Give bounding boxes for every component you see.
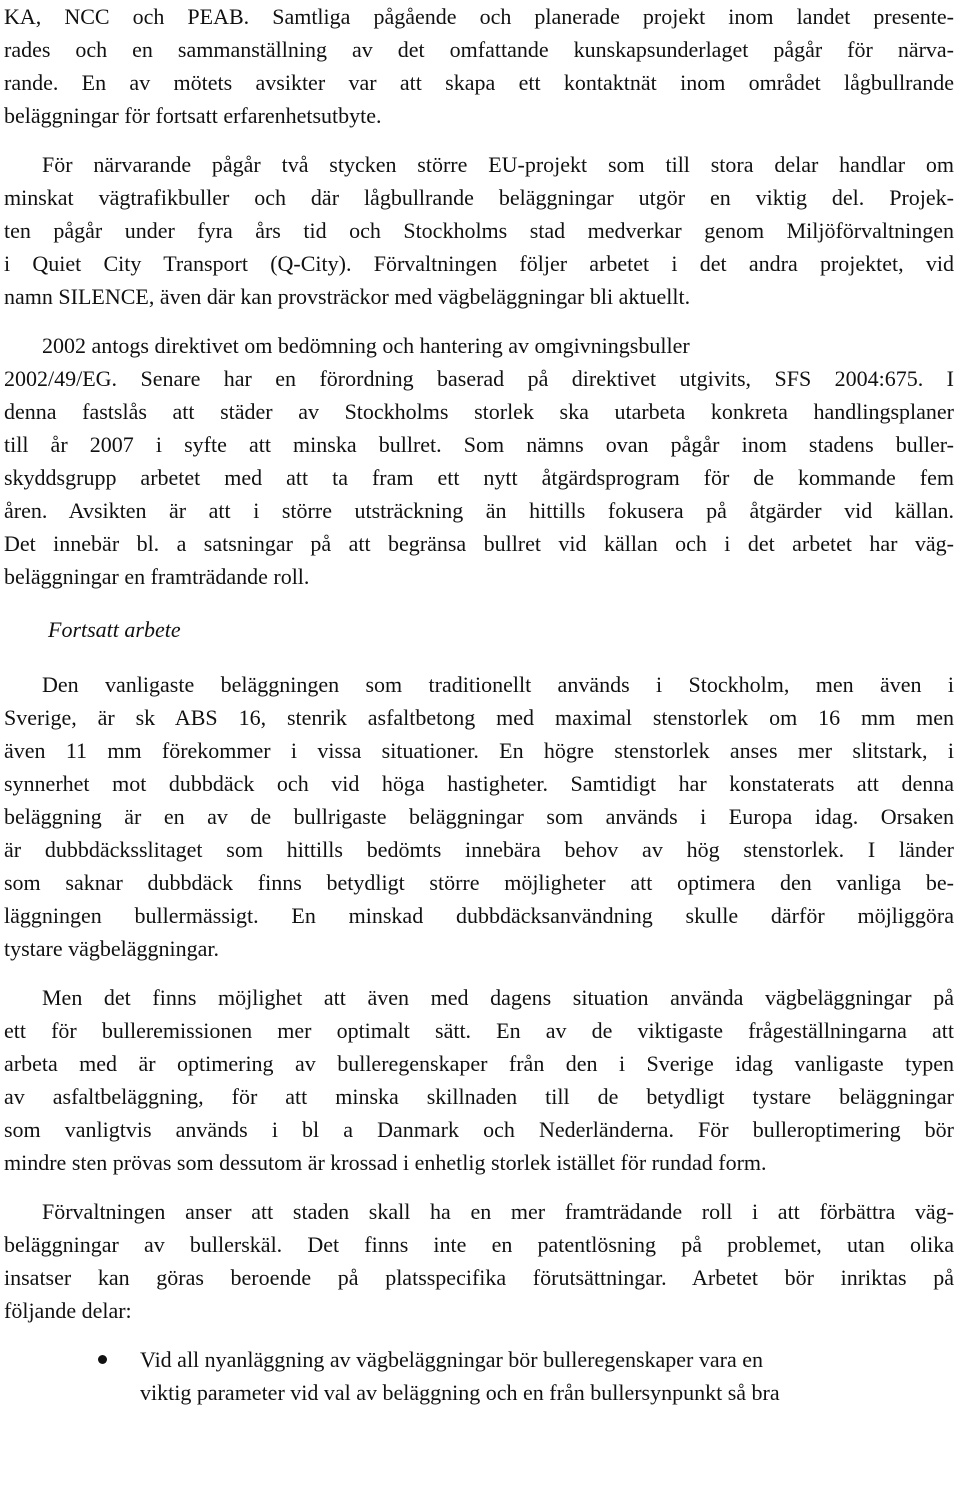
text-line: Förvaltningen anser att staden skall ha en mer framträdande roll i att förbättra väg- (42, 1199, 954, 1224)
text-line: Men det finns möjlighet att även med dagens situation använda vägbeläggningar på (42, 985, 954, 1010)
document-page (4, 0, 954, 1409)
paragraph-eu-projects (4, 148, 954, 313)
section-heading: Fortsatt arbete (48, 617, 181, 642)
text-line: i Quiet City Transport (Q-City). Förvaltningen följer arbetet i det andra projektet, vid (4, 251, 954, 276)
text-line: är dubbdäcksslitaget som hittills bedömts innebära behov av hög stenstorlek. I länder (4, 837, 954, 862)
text-line: läggningen bullermässigt. En minskad dubbdäcksanvändning skulle därför möjliggöra (4, 903, 954, 928)
text-line: som saknar dubbdäck finns betydligt större möjligheter att optimera den vanliga be- (4, 870, 954, 895)
text-line: 2002/49/EG. Senare har en förordning baserad på direktivet utgivits, SFS 2004:675. I (4, 366, 954, 391)
text-line: av asfaltbeläggning, för att minska skillnaden till de betydligt tystare beläggningar (4, 1084, 954, 1109)
text-line: minskat vägtrafikbuller och där lågbullrande beläggningar utgör en viktig del. Projek- (4, 185, 954, 210)
text-line: namn SILENCE, även där kan provsträckor med vägbeläggningar bli aktuellt. (4, 284, 691, 309)
text-line: även 11 mm förekommer i vissa situationer. En högre stenstorlek anses mer slitstark, i (4, 738, 954, 763)
text-line: tystare vägbeläggningar. (4, 936, 220, 961)
text-line: arbeta med är optimering av bulleregenskaper från den i Sverige idag vanligaste typen (4, 1051, 954, 1076)
text-line: Vid all nyanläggning av vägbeläggningar bör bulleregenskaper vara en (140, 1347, 764, 1372)
text-line: Sverige, är sk ABS 16, stenrik asfaltbetong med maximal stenstorlek om 16 mm men (4, 705, 954, 730)
text-line: skyddsgrupp arbetet med att ta fram ett nytt åtgärdsprogram för de kommande fem (4, 465, 954, 490)
text-line: till år 2007 i syfte att minska bullret. Som nämns ovan pågår inom stadens buller- (4, 432, 954, 457)
text-line: synnerhet mot dubbdäck och vid höga hastigheter. Samtidigt har konstaterats att denna (4, 771, 954, 796)
text-line: 2002 antogs direktivet om bedömning och hantering av omgivningsbuller (42, 333, 690, 358)
text-line: rades och en sammanställning av det omfattande kunskapsunderlaget pågår för närva- (4, 37, 954, 62)
text-line: som vanligtvis används i bl a Danmark och Nederländerna. För bulleroptimering bör (4, 1117, 954, 1142)
text-line: ten pågår under fyra års tid och Stockholms stad medverkar genom Miljöförvaltningen (4, 218, 954, 243)
paragraph-intro (4, 0, 954, 132)
text-line: Den vanligaste beläggningen som traditionellt används i Stockholm, men även i (42, 672, 954, 697)
text-line: viktig parameter vid val av beläggning och en från bullersynpunkt så bra (140, 1380, 780, 1405)
text-line: beläggningar en framträdande roll. (4, 564, 310, 589)
text-line: denna fastslås att städer av Stockholms storlek ska utarbeta konkreta handlingsplaner (4, 399, 954, 424)
paragraph-directive (4, 329, 954, 593)
text-line: följande delar: (4, 1298, 132, 1323)
bullet-list-item (4, 1343, 954, 1409)
bullet-icon (98, 1355, 107, 1364)
text-line: beläggning är en av de bullrigaste beläggningar som används i Europa idag. Orsaken (4, 804, 954, 829)
text-line: rande. En av mötets avsikter var att skapa ett kontaktnät inom området lågbullrande (4, 70, 954, 95)
text-line: För närvarande pågår två stycken större EU-projekt som till stora delar handlar om (42, 152, 954, 177)
paragraph-common-pavement (4, 668, 954, 965)
text-line: beläggningar för fortsatt erfarenhetsutbyte. (4, 103, 382, 128)
text-line: beläggningar av bullerskäl. Det finns inte en patentlösning på problemet, utan olika (4, 1232, 954, 1257)
text-line: ett för bulleremissionen mer optimalt sätt. En av de viktigaste frågeställningarna att (4, 1018, 954, 1043)
paragraph-optimization (4, 981, 954, 1179)
paragraph-administration (4, 1195, 954, 1327)
text-line: KA, NCC och PEAB. Samtliga pågående och planerade projekt inom landet presente- (4, 4, 954, 29)
text-line: insatser kan göras beroende på platsspecifika förutsättningar. Arbetet bör inriktas på (4, 1265, 954, 1290)
text-line: åren. Avsikten är att i större utsträckning än hittills fokusera på åtgärder vid källan. (4, 498, 954, 523)
text-line: mindre sten prövas som dessutom är krossad i enhetlig storlek istället för rundad form. (4, 1150, 767, 1175)
text-line: Det innebär bl. a satsningar på att begränsa bullret vid källan och i det arbetet har väg- (4, 531, 954, 556)
